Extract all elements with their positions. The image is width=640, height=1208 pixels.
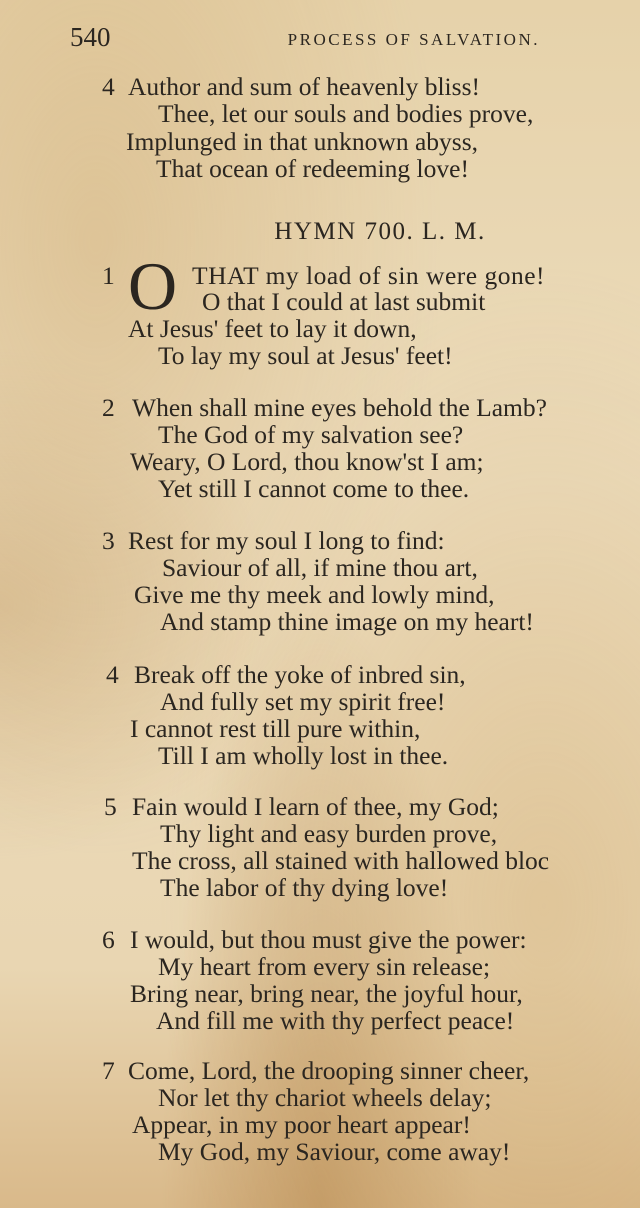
verse-line: Give me thy meek and lowly mind, <box>134 580 495 609</box>
verse-line: Thee, let our souls and bodies prove, <box>158 99 534 128</box>
verse-line: Appear, in my poor heart appear! <box>132 1110 471 1139</box>
verse-line: I would, but thou must give the power: <box>130 925 527 954</box>
verse-line: When shall mine eyes behold the Lamb? <box>132 393 547 422</box>
stanza-number: 1 <box>102 261 115 290</box>
verse-line: Author and sum of heavenly bliss! <box>128 72 480 101</box>
running-head: PROCESS OF SALVATION. <box>287 30 540 49</box>
stanza-number: 5 <box>104 792 117 821</box>
verse-line: I cannot rest till pure within, <box>130 714 421 743</box>
verse-line: Bring near, bring near, the joyful hour, <box>130 979 523 1008</box>
verse-line: And stamp thine image on my heart! <box>160 607 534 636</box>
verse-line: Till I am wholly lost in thee. <box>158 741 449 770</box>
verse-line: Come, Lord, the drooping sinner cheer, <box>128 1056 530 1085</box>
stanza-number: 3 <box>102 526 115 555</box>
verse-line: Thy light and easy burden prove, <box>160 819 498 848</box>
stanza-number: 4 <box>106 660 119 689</box>
verse-line: And fill me with thy perfect peace! <box>156 1006 515 1035</box>
verse-line: Nor let thy chariot wheels delay; <box>158 1083 492 1112</box>
stanza-number: 2 <box>102 393 115 422</box>
verse-line: The cross, all stained with hallowed bloc <box>132 847 550 874</box>
verse-line: My God, my Saviour, come away! <box>158 1137 511 1166</box>
verse-line: Fain would I learn of thee, my God; <box>132 792 499 821</box>
verse-line: And fully set my spirit free! <box>160 687 446 716</box>
stanza-number: 4 <box>102 72 115 101</box>
verse-line: O that I could at last submit <box>202 287 486 316</box>
page-number: 540 <box>70 22 111 52</box>
hymn-title: HYMN 700. L. M. <box>274 218 486 245</box>
verse-line: My heart from every sin release; <box>158 952 491 981</box>
verse-line: Weary, O Lord, thou know'st I am; <box>130 447 484 476</box>
verse-line: Yet still I cannot come to thee. <box>158 474 470 503</box>
stanza-number: 7 <box>102 1056 115 1085</box>
verse-line: THAT my load of sin were gone! <box>192 261 546 290</box>
verse-line: The labor of thy dying love! <box>160 873 449 902</box>
verse-line: Saviour of all, if mine thou art, <box>162 553 478 582</box>
verse-line: To lay my soul at Jesus' feet! <box>158 341 453 370</box>
verse-line: Rest for my soul I long to find: <box>128 526 445 555</box>
verse-line: At Jesus' feet to lay it down, <box>128 314 417 343</box>
drop-cap: O <box>128 248 178 324</box>
verse-line: That ocean of redeeming love! <box>156 154 469 183</box>
stanza-number: 6 <box>102 925 115 954</box>
verse-line: The God of my salvation see? <box>158 420 464 449</box>
verse-line: Implunged in that unknown abyss, <box>126 127 479 156</box>
page-header <box>70 22 540 54</box>
verse-line: Break off the yoke of inbred sin, <box>134 660 466 689</box>
